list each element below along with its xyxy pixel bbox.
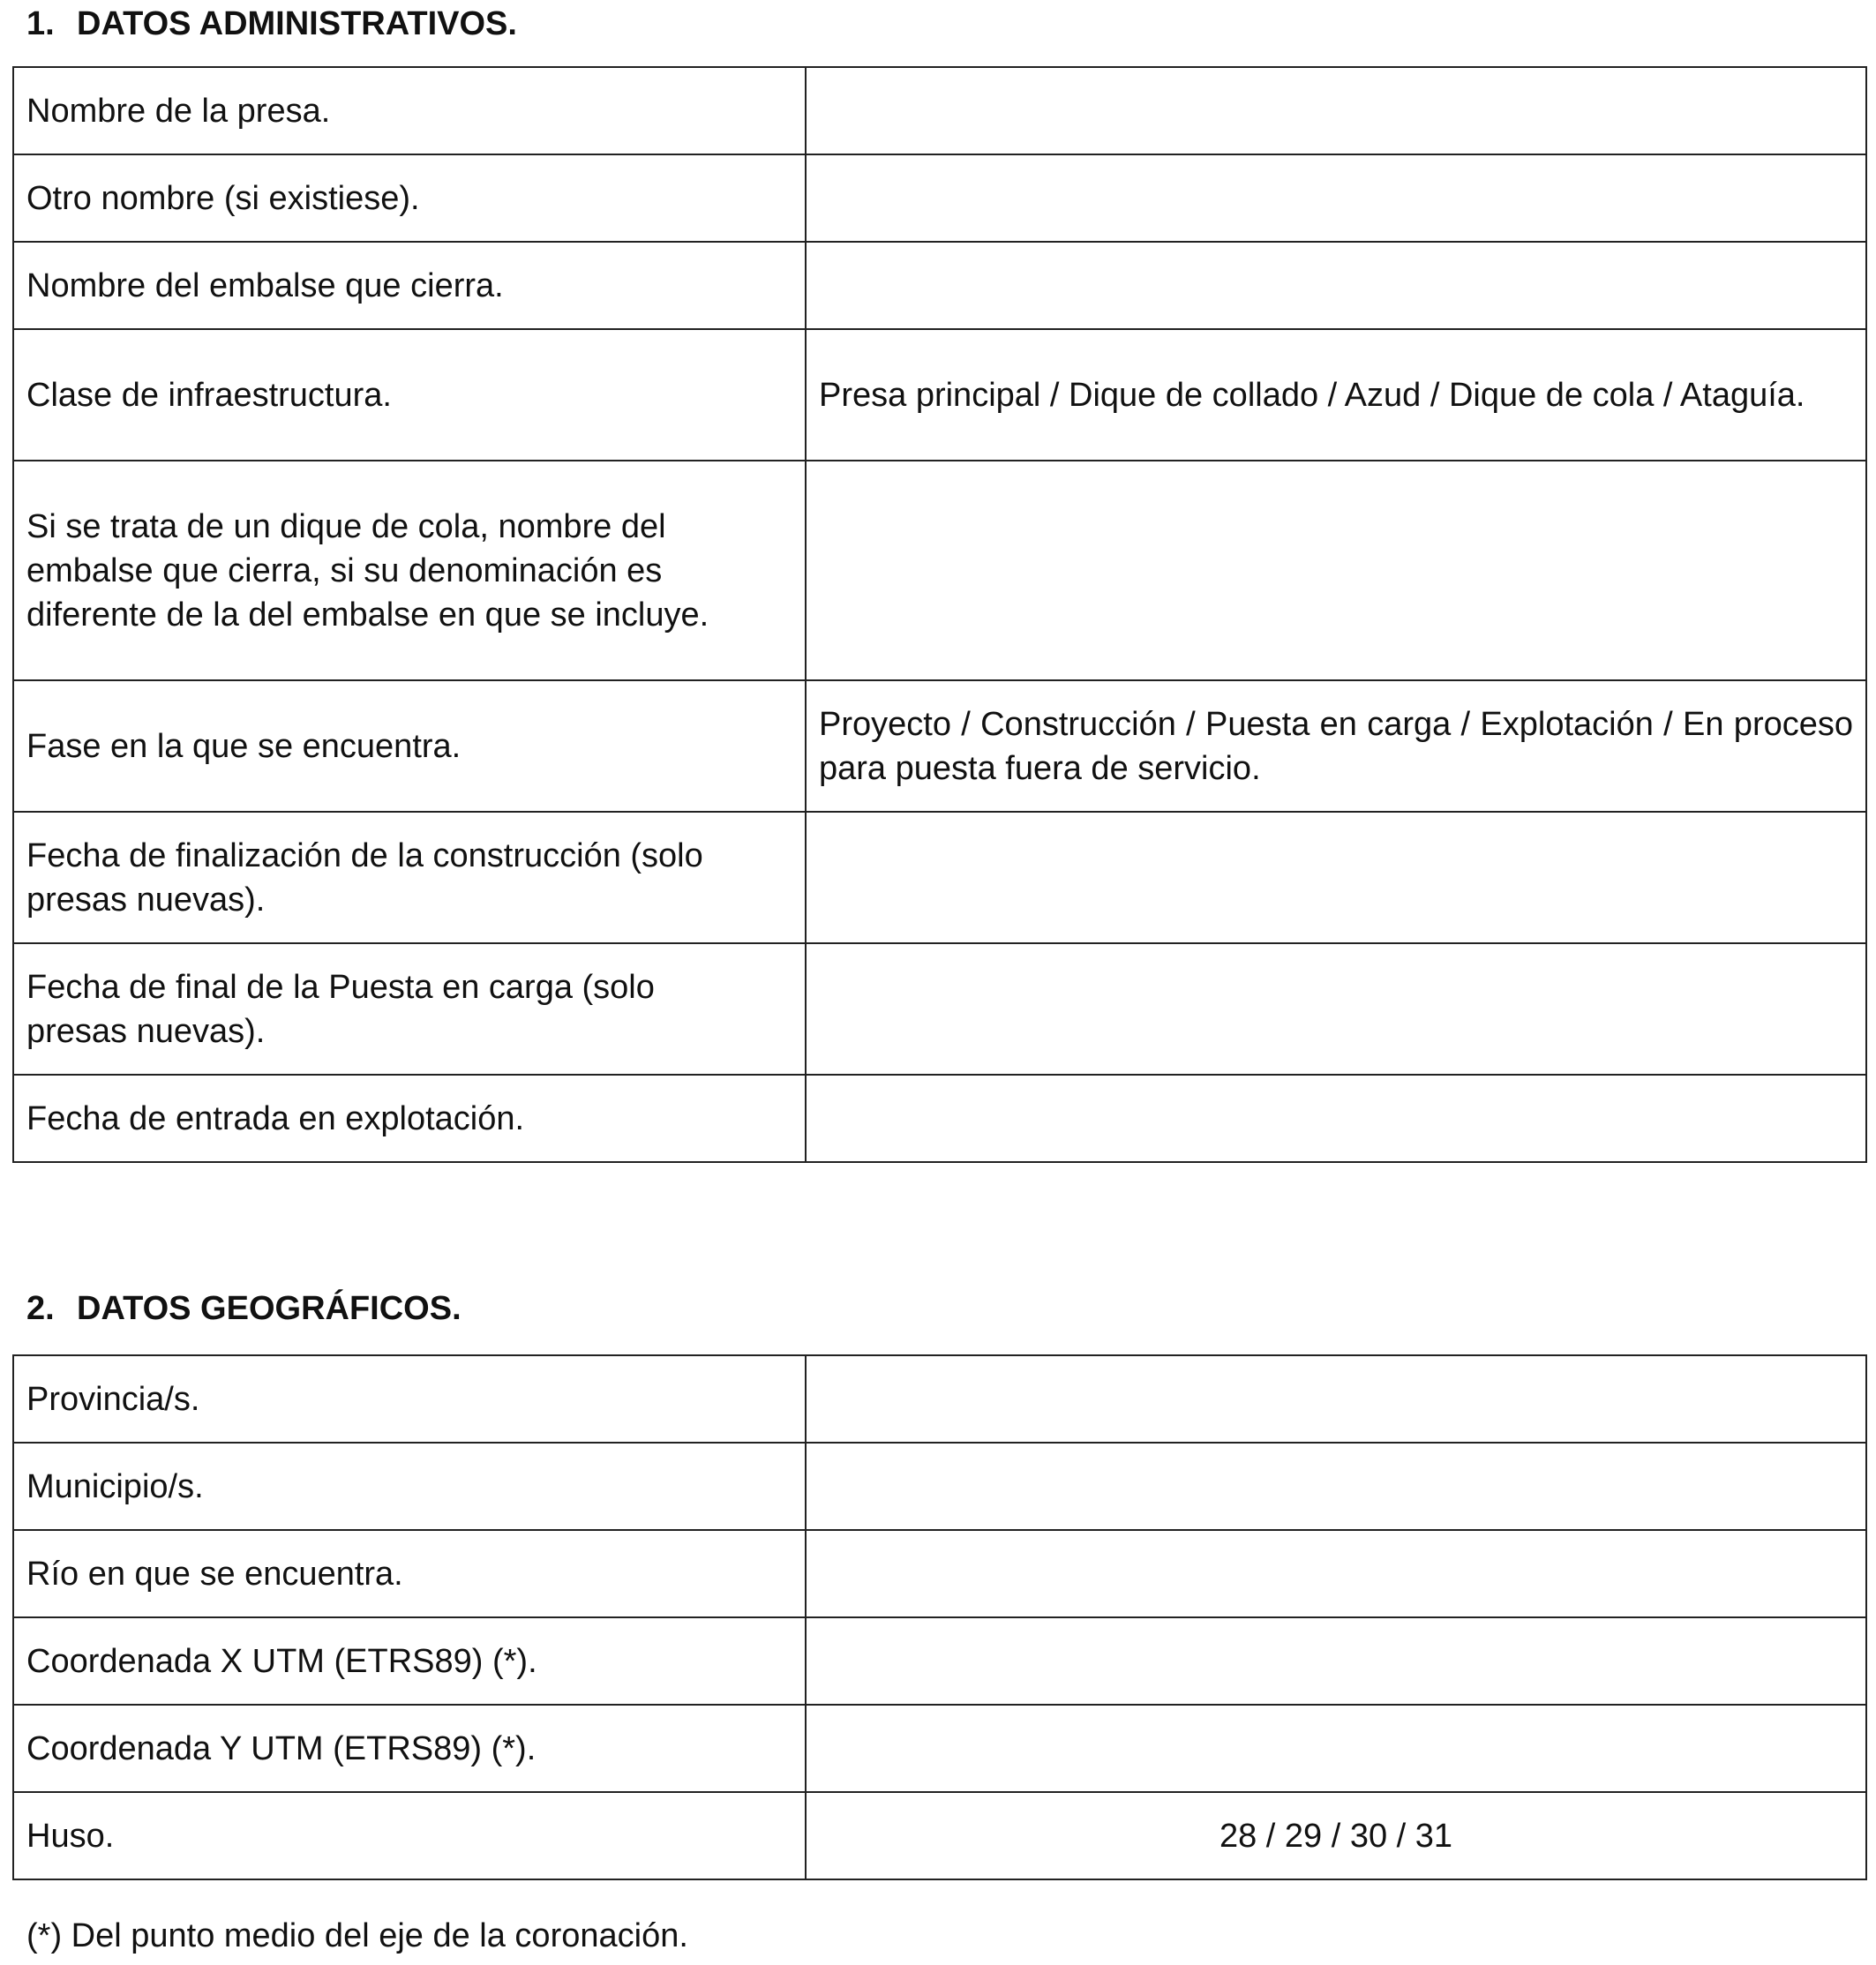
- field-nombre-embalse[interactable]: [806, 242, 1866, 329]
- table-row: [13, 1617, 1866, 1705]
- field-fase[interactable]: Proyecto / Construcción / Puesta en carga / Explotación / En proceso para puesta fuera de servicio.: [806, 680, 1866, 812]
- section-number: 2.: [26, 1290, 55, 1327]
- table-row: [13, 943, 1866, 1075]
- footnote: (*) Del punto medio del eje de la coronación.: [26, 1917, 688, 1954]
- label-coordenada-y: Coordenada Y UTM (ETRS89) (*).: [13, 1705, 806, 1792]
- label-fecha-puesta-text: Fecha de final de la Puesta en carga (solo presas nuevas).: [26, 968, 655, 1050]
- field-fecha-finalizacion-construccion[interactable]: [806, 812, 1866, 943]
- field-fecha-puesta-en-carga[interactable]: [806, 943, 1866, 1075]
- label-municipio: Municipio/s.: [13, 1443, 806, 1530]
- field-dique-de-cola[interactable]: [806, 461, 1866, 680]
- table-row: [13, 461, 1866, 680]
- section-title: DATOS GEOGRÁFICOS.: [77, 1290, 461, 1327]
- label-fase: Fase en la que se encuentra.: [13, 680, 806, 812]
- datos-administrativos-table: [12, 66, 1867, 1163]
- field-huso[interactable]: 28 / 29 / 30 / 31: [806, 1792, 1866, 1879]
- label-provincia: Provincia/s.: [13, 1355, 806, 1443]
- datos-geograficos-table: [12, 1354, 1867, 1880]
- section-heading-geograficos: [26, 1286, 461, 1331]
- label-fecha-entrada-explotacion: Fecha de entrada en explotación.: [13, 1075, 806, 1162]
- table-row: [13, 1443, 1866, 1530]
- label-rio: Río en que se encuentra.: [13, 1530, 806, 1617]
- field-provincia[interactable]: [806, 1355, 1866, 1443]
- table-row: [13, 680, 1866, 812]
- table-row: [13, 1355, 1866, 1443]
- label-clase-infraestructura: Clase de infraestructura.: [13, 329, 806, 461]
- label-fecha-finalizacion-text: Fecha de finalización de la construcción (solo presas nuevas).: [26, 836, 703, 919]
- label-fecha-finalizacion-construccion: [13, 812, 806, 943]
- field-coordenada-x[interactable]: [806, 1617, 1866, 1705]
- field-nombre-presa[interactable]: [806, 67, 1866, 154]
- table-row: [13, 1792, 1866, 1879]
- table-row: [13, 812, 1866, 943]
- label-nombre-presa: Nombre de la presa.: [13, 67, 806, 154]
- table-row: [13, 1530, 1866, 1617]
- label-coordenada-x: Coordenada X UTM (ETRS89) (*).: [13, 1617, 806, 1705]
- section-heading-administrativos: [26, 2, 517, 46]
- field-municipio[interactable]: [806, 1443, 1866, 1530]
- label-fecha-puesta-en-carga: [13, 943, 806, 1075]
- table-row: [13, 242, 1866, 329]
- table-row: [13, 1705, 1866, 1792]
- section-number: 1.: [26, 5, 55, 42]
- table-row: [13, 67, 1866, 154]
- label-dique-de-cola-text: Si se trata de un dique de cola, nombre del embalse que cierra, si su denominación es diferente de la del embalse en que se incluye.: [26, 507, 709, 634]
- field-otro-nombre[interactable]: [806, 154, 1866, 242]
- field-clase-infraestructura[interactable]: Presa principal / Dique de collado / Azud / Dique de cola / Ataguía.: [806, 329, 1866, 461]
- label-huso: Huso.: [13, 1792, 806, 1879]
- field-rio[interactable]: [806, 1530, 1866, 1617]
- field-fecha-entrada-explotacion[interactable]: [806, 1075, 1866, 1162]
- table-row: [13, 154, 1866, 242]
- field-coordenada-y[interactable]: [806, 1705, 1866, 1792]
- table-row: [13, 329, 1866, 461]
- label-dique-de-cola: [13, 461, 806, 680]
- section-title: DATOS ADMINISTRATIVOS.: [77, 5, 517, 42]
- label-otro-nombre: Otro nombre (si existiese).: [13, 154, 806, 242]
- table-row: [13, 1075, 1866, 1162]
- label-nombre-embalse: Nombre del embalse que cierra.: [13, 242, 806, 329]
